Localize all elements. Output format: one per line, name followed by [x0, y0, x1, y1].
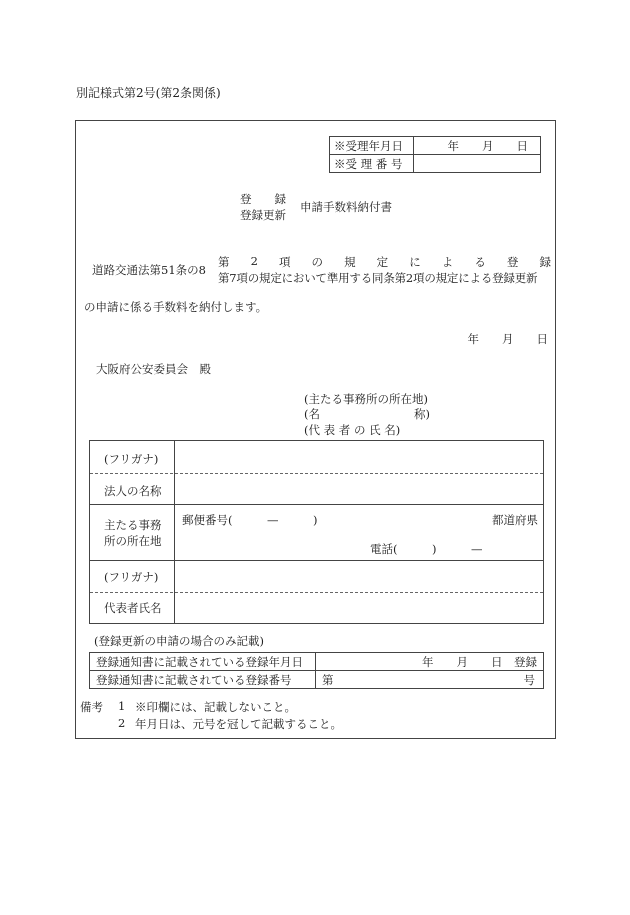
body-char: 2	[250, 254, 258, 268]
body-char: 定	[376, 255, 389, 269]
body-char: 第	[218, 255, 230, 269]
receipt-number-value	[414, 155, 541, 173]
remark-1-num: 1	[118, 699, 126, 713]
receipt-date-label: ※受理年月日	[330, 137, 414, 155]
law-reference: 道路交通法第51条の8	[92, 263, 206, 277]
heading-stack-bottom: 登録更新	[240, 208, 286, 222]
furigana-label-2: (フリガナ)	[104, 570, 159, 584]
renewal-date-label: 登録通知書に記載されている登録年月日	[90, 653, 316, 671]
body-char: 録	[539, 255, 551, 269]
phone-field[interactable]: 電話( ) —	[370, 542, 483, 556]
furigana-label-1: (フリガナ)	[104, 452, 159, 466]
body-char: る	[474, 255, 486, 269]
renewal-number-suffix: 号	[523, 672, 535, 687]
addressee: 大阪府公安委員会 殿	[96, 362, 211, 376]
renewal-number-cell[interactable]	[316, 671, 544, 689]
rep-name-label: 代表者氏名	[104, 601, 162, 615]
applicant-table	[89, 440, 544, 624]
body-char: 規	[344, 255, 356, 269]
body-line-2: 第7項の規定において準用する同条第2項の規定による登録更新	[218, 271, 538, 285]
submission-date: 年 月 日	[467, 332, 548, 346]
body-line-3: の申請に係る手数料を納付します。	[84, 300, 268, 314]
renewal-note: (登録更新の申請の場合のみ記載)	[94, 634, 264, 648]
applicant-name-open: (名	[304, 407, 320, 421]
applicant-rep-label: (代 表 者 の 氏 名)	[304, 423, 401, 437]
corp-name-field[interactable]	[188, 477, 538, 501]
address-label-line2: 所の所在地	[104, 534, 162, 548]
body-char: 登	[506, 255, 519, 269]
prefecture-label: 都道府県	[492, 513, 538, 527]
renewal-number-prefix: 第	[322, 672, 334, 687]
renewal-table	[89, 652, 544, 689]
remark-1-text: ※印欄には、記載しないこと。	[135, 700, 296, 714]
body-line-1	[218, 254, 551, 270]
applicant-name-close: 称)	[414, 407, 430, 421]
furigana-field-1[interactable]	[188, 445, 538, 469]
body-char: 項	[278, 255, 291, 269]
remarks-label: 備考	[80, 700, 103, 714]
body-char: よ	[441, 255, 454, 269]
renewal-number-label: 登録通知書に記載されている登録番号	[90, 671, 316, 689]
furigana-field-2[interactable]	[188, 564, 538, 588]
body-char: に	[409, 255, 421, 269]
renewal-date-value[interactable]: 年 月 日 登録	[316, 653, 544, 671]
receipt-number-label: ※受 理 番 号	[330, 155, 414, 173]
heading-main: 申請手数料納付書	[300, 200, 392, 214]
rep-name-field[interactable]	[188, 596, 538, 620]
address-label-line1: 主たる事務	[104, 518, 162, 532]
postal-code-field[interactable]: 郵便番号( — )	[182, 513, 318, 527]
applicant-address-label: (主たる事務所の所在地)	[304, 392, 428, 406]
form-title: 別記様式第2号(第2条関係)	[76, 86, 221, 100]
remark-2-num: 2	[118, 716, 126, 730]
receipt-box	[329, 136, 541, 173]
body-char: の	[311, 255, 324, 269]
remark-2-text: 年月日は、元号を冠して記載すること。	[135, 717, 342, 731]
receipt-date-value: 年 月 日	[414, 137, 541, 155]
heading-stack-top: 登 録	[240, 192, 286, 206]
corp-name-label: 法人の名称	[104, 484, 162, 498]
